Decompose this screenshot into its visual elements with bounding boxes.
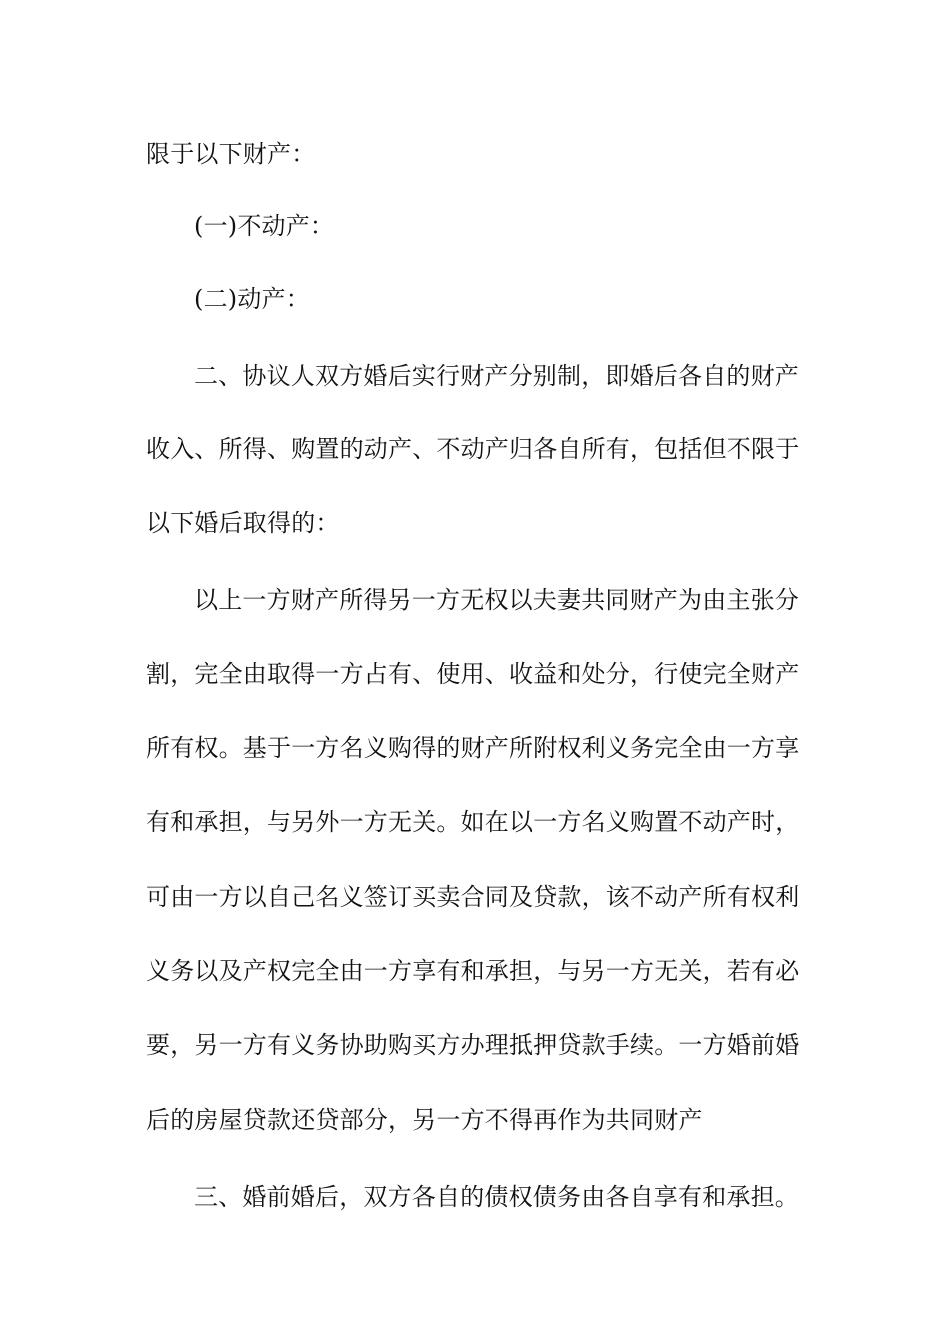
text-line: 所有权。基于一方名义购得的财产所附权利义务完全由一方享 xyxy=(146,734,800,762)
text-line: 收入、所得、购置的动产、不动产归各自所有，包括但不限于 xyxy=(146,435,800,463)
text-line: 后的房屋贷款还贷部分，另一方不得再作为共同财产 xyxy=(146,1106,703,1134)
clause-two-heading-line: 二、协议人双方婚后实行财产分别制，即婚后各自的财产 xyxy=(194,362,799,390)
text-line: 限于以下财产： xyxy=(146,140,316,168)
text-line: 有和承担，与另外一方无关。如在以一方名义购置不动产时， xyxy=(146,808,800,836)
text-line: 以下婚后取得的： xyxy=(146,509,340,537)
text-line: 要，另一方有义务协助购买方办理抵押贷款手续。一方婚前婚 xyxy=(146,1031,800,1059)
paragraph-start-line: 以上一方财产所得另一方无权以夫妻共同财产为由主张分 xyxy=(194,586,799,614)
text-line: 可由一方以自己名义签订买卖合同及贷款，该不动产所有权利 xyxy=(146,883,800,911)
list-item-movable-property: (二)动产： xyxy=(194,285,310,313)
list-item-real-estate: (一)不动产： xyxy=(194,212,335,240)
text-line: 割，完全由取得一方占有、使用、收益和处分，行使完全财产 xyxy=(146,660,800,688)
clause-three-line: 三、婚前婚后，双方各自的债权债务由各自享有和承担。 xyxy=(194,1183,799,1211)
text-line: 义务以及产权完全由一方享有和承担，与另一方无关，若有必 xyxy=(146,957,800,985)
